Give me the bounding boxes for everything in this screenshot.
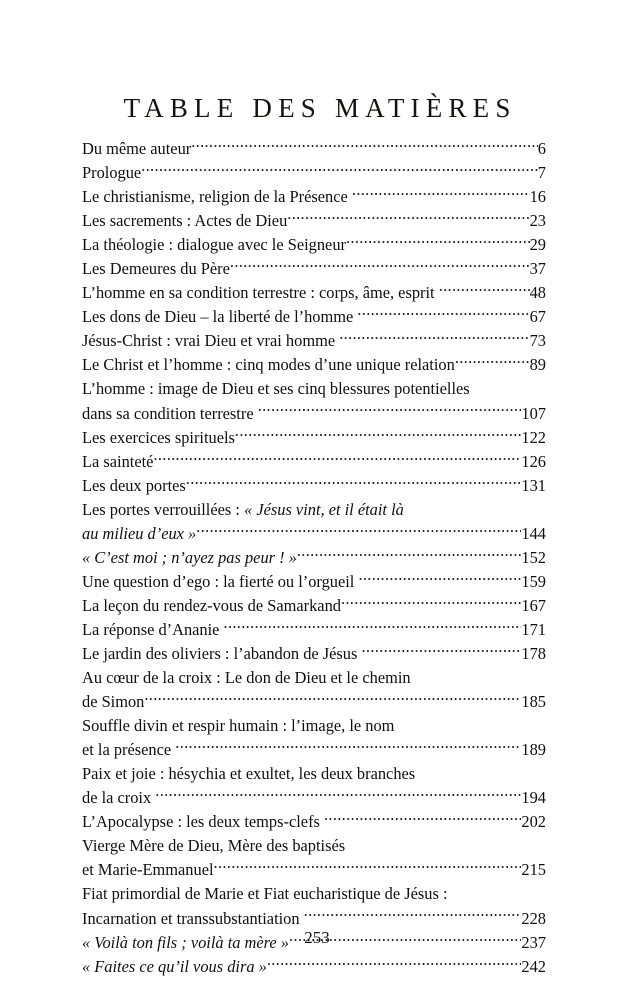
toc-entry-line xyxy=(82,594,546,618)
toc-dot-leader xyxy=(455,354,530,370)
toc-dot-leader xyxy=(297,546,522,562)
toc-dot-leader xyxy=(439,282,530,298)
toc-entry-line xyxy=(82,546,546,570)
toc-entry-title: Vierge Mère de Dieu, Mère des baptisés xyxy=(82,836,346,856)
toc-entry-title: de la croix xyxy=(82,788,156,808)
toc-entry-line xyxy=(82,666,546,690)
toc-entry[interactable] xyxy=(82,546,546,570)
toc-entry-line xyxy=(82,450,546,474)
toc-entry-title: L’homme en sa condition terrestre : corps, âme, esprit xyxy=(82,283,439,303)
toc-entry[interactable] xyxy=(82,955,546,979)
toc-entry-line xyxy=(82,834,546,858)
toc-entry-line xyxy=(82,402,546,426)
toc-page-number: 152 xyxy=(521,547,546,567)
toc-entry-title: La réponse d’Ananie xyxy=(82,619,224,639)
toc-page-number: 107 xyxy=(521,403,546,423)
toc-entry[interactable] xyxy=(82,570,546,594)
toc-dot-leader xyxy=(346,234,530,250)
toc-entry[interactable] xyxy=(82,281,546,305)
toc-page-number: 67 xyxy=(529,307,546,327)
toc-page-number: 16 xyxy=(529,187,546,207)
toc-entry[interactable] xyxy=(82,450,546,474)
toc-entry-line xyxy=(82,209,546,233)
toc-dot-leader xyxy=(153,450,521,466)
toc-entry[interactable] xyxy=(82,377,546,425)
toc-entry-line xyxy=(82,377,546,401)
toc-dot-leader xyxy=(352,186,530,202)
toc-dot-leader xyxy=(214,859,522,875)
toc-entry-title: « Faites ce qu’il vous dira » xyxy=(82,956,267,976)
toc-entry[interactable] xyxy=(82,498,546,546)
toc-entry[interactable] xyxy=(82,329,546,353)
toc-dot-leader xyxy=(267,955,522,971)
toc-entry-line xyxy=(82,786,546,810)
toc-dot-leader xyxy=(361,643,521,659)
toc-entry[interactable] xyxy=(82,353,546,377)
toc-entry[interactable] xyxy=(82,474,546,498)
toc-page-number: 185 xyxy=(521,692,546,712)
toc-page-number: 6 xyxy=(537,139,546,158)
toc-entry[interactable] xyxy=(82,233,546,257)
toc-entry-title: Une question d’ego : la fierté ou l’orgueil xyxy=(82,571,359,591)
toc-entry[interactable] xyxy=(82,834,546,882)
toc-dot-leader xyxy=(357,306,529,322)
toc-entry-line xyxy=(82,690,546,714)
toc-entry-line xyxy=(82,498,546,522)
toc-entry-title: Paix et joie : hésychia et exultet, les deux branches xyxy=(82,764,416,784)
toc-entry-title: Le Christ et l’homme : cinq modes d’une unique relation xyxy=(82,355,455,375)
toc-page-number: 23 xyxy=(529,211,546,231)
toc-dot-leader xyxy=(324,811,521,827)
toc-dot-leader xyxy=(235,426,521,442)
toc-entry[interactable] xyxy=(82,666,546,714)
toc-entry-line xyxy=(82,257,546,281)
toc-dot-leader xyxy=(358,570,521,586)
toc-entry-title: et la présence xyxy=(82,740,176,760)
toc-entry-line xyxy=(82,353,546,377)
toc-entry-title: de Simon xyxy=(82,692,145,712)
toc-dot-leader xyxy=(141,162,538,178)
toc-page-number: 48 xyxy=(529,283,546,303)
toc-entry[interactable] xyxy=(82,810,546,834)
toc-page-number: 7 xyxy=(537,163,546,183)
toc-dot-leader xyxy=(339,330,529,346)
toc-entry-title: La leçon du rendez-vous de Samarkand xyxy=(82,595,341,615)
toc-dot-leader xyxy=(155,787,521,803)
toc-page-number: 126 xyxy=(521,451,546,471)
toc-dot-leader xyxy=(341,595,521,611)
toc-entry-title: Prologue xyxy=(82,163,142,183)
toc-entry-title: La sainteté xyxy=(82,451,154,471)
toc-page-number: 215 xyxy=(521,860,546,880)
toc-entry-line xyxy=(82,305,546,329)
toc-page-number: 189 xyxy=(521,740,546,760)
toc-entry-title: au milieu d’eux » xyxy=(82,523,197,543)
toc-entry-title: Les Demeures du Père xyxy=(82,259,230,279)
toc-entry-line xyxy=(82,474,546,498)
toc-page-number: 242 xyxy=(521,956,546,976)
toc-entry-line xyxy=(82,738,546,762)
toc-entry-title: L’homme : image de Dieu et ses cinq blessures potentielles xyxy=(82,379,470,399)
toc-entry-line xyxy=(82,714,546,738)
toc-page-number: 194 xyxy=(521,788,546,808)
toc-entry-title: Souffle divin et respir humain : l’image, le nom xyxy=(82,716,395,736)
toc-entry[interactable] xyxy=(82,714,546,762)
page-title: TABLE DES MATIÈRES xyxy=(123,93,517,123)
toc-entry[interactable] xyxy=(82,305,546,329)
page-folio-number: 253 xyxy=(304,928,330,947)
toc-entry-title: Les portes verrouillées : « Jésus vint, et il était là xyxy=(82,499,404,519)
toc-entry-line xyxy=(82,762,546,786)
toc-entry-title: Du même auteur xyxy=(82,139,192,158)
toc-page-number: 122 xyxy=(521,427,546,447)
toc-entry-title: Les exercices spirituels xyxy=(82,427,235,447)
toc-entry[interactable] xyxy=(82,618,546,642)
toc-entry[interactable] xyxy=(82,185,546,209)
toc-dot-leader xyxy=(287,210,529,226)
toc-page-number: 29 xyxy=(529,235,546,255)
toc-entry-title: Jésus-Christ : vrai Dieu et vrai homme xyxy=(82,331,340,351)
toc-entry-line xyxy=(82,858,546,882)
toc-entry-line xyxy=(82,185,546,209)
toc-dot-leader xyxy=(175,739,521,755)
toc-entry-line xyxy=(82,810,546,834)
toc-entry[interactable] xyxy=(82,762,546,810)
toc-dot-leader xyxy=(144,691,521,707)
toc-entry-title: Les dons de Dieu – la liberté de l’homme xyxy=(82,307,358,327)
toc-entry-line xyxy=(82,642,546,666)
toc-entry-line xyxy=(82,233,546,257)
toc-page-number: 131 xyxy=(521,475,546,495)
toc-dot-leader xyxy=(196,522,521,538)
toc-entry-title: dans sa condition terrestre xyxy=(82,403,258,423)
toc-entry-line xyxy=(82,161,546,185)
toc-entry[interactable] xyxy=(82,642,546,666)
toc-entry-title: Au cœur de la croix : Le don de Dieu et le chemin xyxy=(82,668,411,688)
toc-entry-title: Fiat primordial de Marie et Fiat eucharistique de Jésus : xyxy=(82,884,448,904)
toc-dot-leader xyxy=(191,138,538,154)
toc-entry-line xyxy=(82,618,546,642)
toc-entry-title: Incarnation et transsubstantiation xyxy=(82,908,304,928)
toc-page-number: 89 xyxy=(529,355,546,375)
toc-entry-title: et Marie-Emmanuel xyxy=(82,860,214,880)
toc-entry-title: Le jardin des oliviers : l’abandon de Jésus xyxy=(82,643,362,663)
toc-entry-line xyxy=(82,329,546,353)
toc-entry[interactable] xyxy=(82,594,546,618)
toc-entry[interactable] xyxy=(82,426,546,450)
toc-entry-title: Les deux portes xyxy=(82,475,186,495)
toc-entry-title: Le christianisme, religion de la Présence xyxy=(82,187,352,207)
toc-entry-title: « Voilà ton fils ; voilà ta mère » xyxy=(82,932,289,952)
toc-dot-leader xyxy=(224,619,522,635)
toc-dot-leader xyxy=(258,402,522,418)
toc-page-number: 237 xyxy=(521,932,546,952)
toc-page-number: 159 xyxy=(521,571,546,591)
toc-entry-line xyxy=(82,137,546,161)
toc-entry-list xyxy=(82,137,546,979)
toc-entry-line xyxy=(82,570,546,594)
toc-page-number: 144 xyxy=(521,523,546,543)
toc-page-number: 202 xyxy=(521,812,546,832)
toc-entry[interactable] xyxy=(82,137,546,161)
toc-entry[interactable] xyxy=(82,257,546,281)
toc-entry-line xyxy=(82,955,546,979)
toc-dot-leader xyxy=(230,258,530,274)
toc-entry-line xyxy=(82,882,546,906)
toc-page-number: 228 xyxy=(521,908,546,928)
toc-dot-leader xyxy=(186,474,522,490)
toc-entry[interactable] xyxy=(82,882,546,930)
toc-entry-line xyxy=(82,522,546,546)
toc-entry-title: L’Apocalypse : les deux temps-clefs xyxy=(82,812,325,832)
toc-page-number: 37 xyxy=(529,259,546,279)
toc-entry-line xyxy=(82,281,546,305)
toc-entry-title: Les sacrements : Actes de Dieu xyxy=(82,211,288,231)
toc-page-number: 171 xyxy=(521,619,546,639)
toc-entry-line xyxy=(82,426,546,450)
toc-page-number: 178 xyxy=(521,643,546,663)
toc-entry-title: La théologie : dialogue avec le Seigneur xyxy=(82,235,346,255)
toc-page-number: 167 xyxy=(521,595,546,615)
toc-entry[interactable] xyxy=(82,209,546,233)
toc-page-number: 73 xyxy=(529,331,546,351)
toc-entry-title: « C’est moi ; n’ayez pas peur ! » xyxy=(82,547,297,567)
toc-entry[interactable] xyxy=(82,161,546,185)
toc-dot-leader xyxy=(304,907,522,923)
